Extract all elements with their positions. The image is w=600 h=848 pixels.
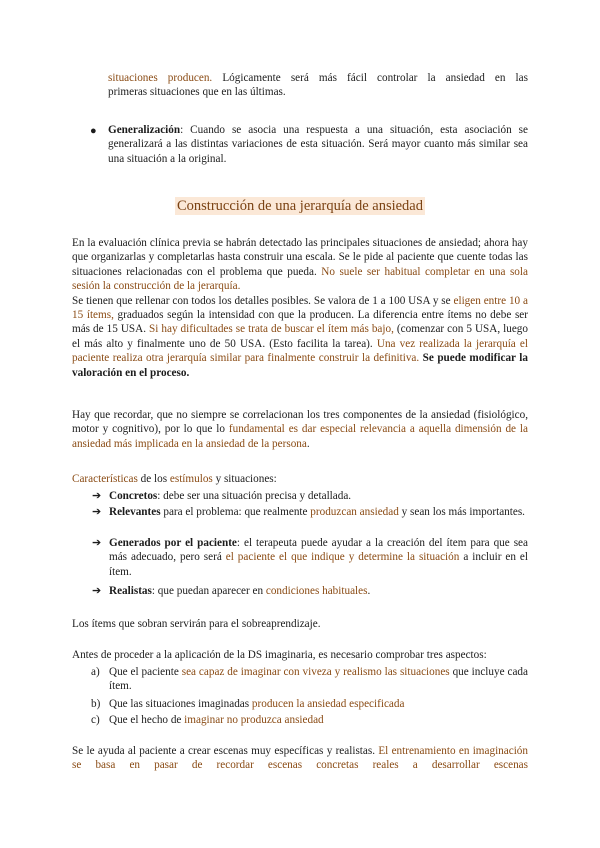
characteristics-heading: Características de los estímulos y situaciones: xyxy=(72,473,277,485)
list-letter: b) xyxy=(91,698,101,710)
highlight-text: Una vez realizada la jerarquía el paciente realiza otra jerarquía similar para finalmente construir la definitiva. xyxy=(72,337,528,365)
highlight-text: El entrenamiento en imaginación se basa en pasar de recordar escenas concretas reales a desarrollar escenas xyxy=(72,745,528,772)
list-letter: c) xyxy=(91,714,100,726)
list-item: Realistas: que puedan aparecer en condiciones habituales. xyxy=(109,585,371,597)
term-generalizacion: Generalización xyxy=(108,124,181,136)
highlight-text: situaciones producen. xyxy=(108,72,213,84)
paragraph-imagination: Se le ayuda al paciente a crear escenas muy específicas y realistas. El entrenamiento en imaginación se basa en pasar de recordar escenas concretas reales a desarrollar escenas xyxy=(72,745,528,772)
highlight-text: fundamental es dar especial relevancia a aquella dimensión de la ansiedad más implicada en la ansiedad de la persona xyxy=(72,423,528,450)
paragraph-evaluation: En la evaluación clínica previa se habrán detectado las principales situaciones de ansiedad; ahora hay que organizarlas y completarlas hasta construir una escala. Se le pide al paciente que cuente todas las situaciones relacionadas con el problema que pueda. No suele ser habitual completar en una sola sesión la construcción de la jerarquía. Se tienen que rellenar con todos los detalles posibles. Se valora de 1 a 100 USA y se eligen entre 10 a 15 ítems, graduados según la intensidad con que la producen. La diferencia entre ítems no debe ser más de 15 USA. Si hay dificultades se trata de buscar el ítem más bajo, (comenzar con 5 USA, luego el más alto y finalmente uno de 50 USA. (Esto facilita la tarea). Una vez realizada la jerarquía el paciente realiza otra jerarquía similar para finalmente construir la definitiva. Se puede modificar la valoración en el proceso. xyxy=(72,237,528,379)
list-item: Relevantes para el problema: que realmente produzcan ansiedad y sean los más importantes. xyxy=(109,506,525,518)
list-item: Que el paciente sea capaz de imaginar con viveza y realismo las situaciones que incluye cada ítem. xyxy=(109,666,528,693)
paragraph-continuation: situaciones producen. Lógicamente será más fácil controlar la ansiedad en las primeras situaciones que en las últimas. xyxy=(108,72,528,99)
bullet-icon: ● xyxy=(90,125,97,137)
list-item: Generados por el paciente: el terapeuta puede ayudar a la creación del ítem para que sea más adecuado, pero será el paciente el que indique y determine la situación a incluir en el ítem. xyxy=(109,537,528,578)
paragraph-aspects: Antes de proceder a la aplicación de la DS imaginaria, es necesario comprobar tres aspectos: xyxy=(72,649,487,661)
arrow-icon: ➔ xyxy=(92,585,102,597)
list-item: Que las situaciones imaginadas producen la ansiedad especificada xyxy=(109,698,405,710)
arrow-icon: ➔ xyxy=(92,537,102,549)
highlight-text: eligen entre 10 a 15 ítems, xyxy=(72,294,528,322)
highlight-text: Si hay dificultades se trata de buscar el ítem más bajo, xyxy=(149,323,394,336)
list-letter: a) xyxy=(91,666,100,678)
list-item: Concretos: debe ser una situación precisa y detallada. xyxy=(109,490,352,502)
highlight-text: No suele ser habitual completar en una sola sesión la construcción de la jerarquía. xyxy=(72,265,528,293)
section-title: Construcción de una jerarquía de ansiedad xyxy=(176,198,423,214)
paragraph-overlearning: Los ítems que sobran servirán para el sobreaprendizaje. xyxy=(72,618,321,630)
bold-text: Se puede modificar la valoración en el proceso. xyxy=(72,352,528,379)
arrow-icon: ➔ xyxy=(92,490,102,502)
paragraph-components: Hay que recordar, que no siempre se correlacionan los tres componentes de la ansiedad (fisiológico, motor y cognitivo), por lo que lo fundamental es dar especial relevancia a aquella dimensión de la ansiedad más implicada en la ansiedad de la persona. xyxy=(72,409,528,450)
list-item: Que el hecho de imaginar no produzca ansiedad xyxy=(109,714,324,726)
generalizacion-item: Generalización: Cuando se asocia una respuesta a una situación, esta asociación se generalizará a las distintas variaciones de esta situación. Será mayor cuanto más similar sea una situación a la original. xyxy=(108,124,528,165)
arrow-icon: ➔ xyxy=(92,506,102,518)
